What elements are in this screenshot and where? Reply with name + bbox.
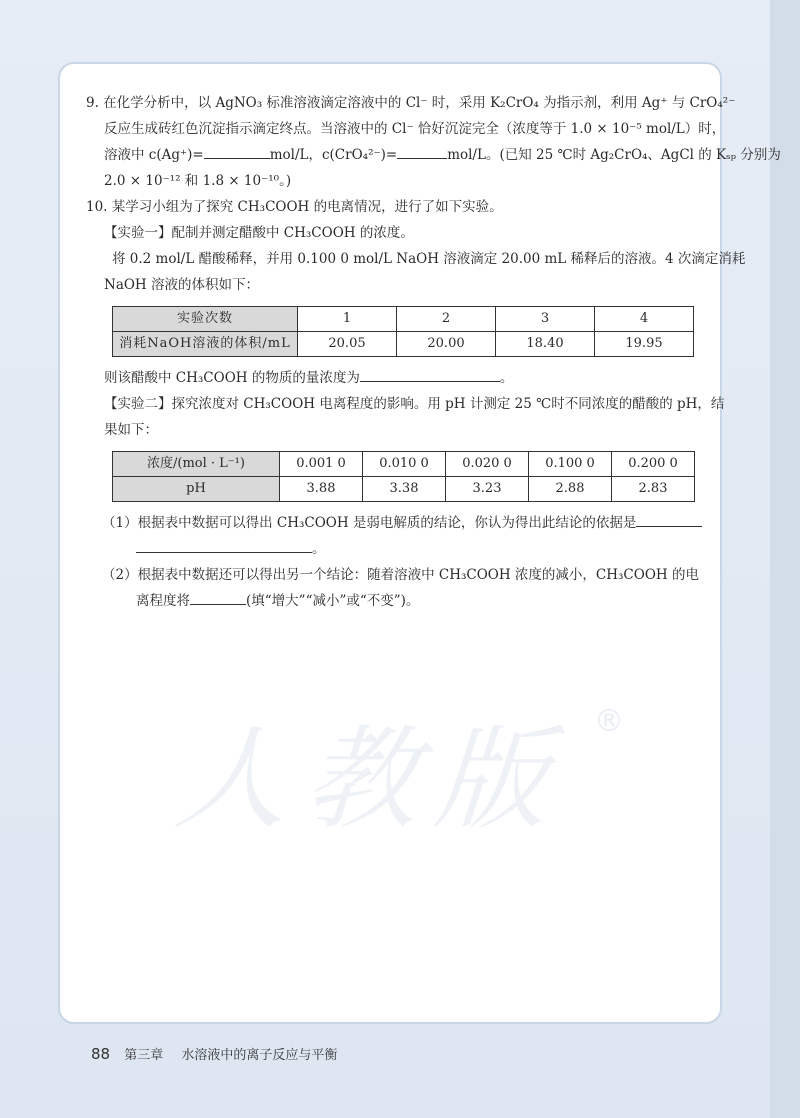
- table-cell: 2: [397, 307, 496, 332]
- table-cell: 0.200 0: [612, 452, 695, 477]
- table-header-label: 实验次数: [113, 307, 298, 332]
- sub-question-2-line-1: （2）根据表中数据还可以得出另一个结论：随着溶液中 CH₃COOH 浓度的减小，CH₃COOH 的电: [102, 567, 699, 583]
- table-cell: 0.100 0: [529, 452, 612, 477]
- q9-line-4: 2.0 × 10⁻¹² 和 1.8 × 10⁻¹⁰。): [104, 173, 292, 189]
- experiment-2-line-2: 果如下：: [104, 422, 158, 438]
- table-cell: 20.05: [298, 332, 397, 357]
- table-cell: 4: [595, 307, 694, 332]
- table-row: [113, 332, 694, 357]
- sub-question-2-text-b: (填“增大”“减小”或“不变”)。: [246, 593, 420, 609]
- sub-question-2: [86, 562, 702, 614]
- table-cell: 2.83: [612, 477, 695, 502]
- experiment-1-line-2: NaOH 溶液的体积如下：: [104, 277, 259, 293]
- table-row: [113, 477, 695, 502]
- experiment-2-line-1: 【实验二】探究浓度对 CH₃COOH 电离程度的影响。用 pH 计测定 25 ℃时不同浓度的醋酸的 pH，结: [104, 396, 725, 412]
- answer-blank-concentration[interactable]: [360, 367, 500, 382]
- question-10: [86, 194, 746, 614]
- table-cell: 2.88: [529, 477, 612, 502]
- table-cell: 20.00: [397, 332, 496, 357]
- page-number: 88: [91, 1045, 111, 1063]
- table-cell: 18.40: [496, 332, 595, 357]
- sub-question-1-line: [102, 510, 702, 536]
- sub-question-2-line-2: [102, 588, 702, 614]
- table-cell: 3.38: [363, 477, 446, 502]
- answer-blank-cro4[interactable]: [397, 144, 447, 159]
- sub-question-1-end: 。: [312, 541, 326, 557]
- page-footer: [91, 1044, 337, 1063]
- table-cell: 0.020 0: [446, 452, 529, 477]
- table-row-label: 消耗NaOH溶液的体积/mL: [113, 332, 298, 357]
- table-cell: 0.001 0: [280, 452, 363, 477]
- experiment-1-question-text: 则该醋酸中 CH₃COOH 的物质的量浓度为: [104, 370, 360, 386]
- table-row: [113, 452, 695, 477]
- table-cell: 19.95: [595, 332, 694, 357]
- sub-question-2-text-a: 离程度将: [136, 593, 190, 609]
- page-edge: [770, 0, 800, 1118]
- answer-blank-basis-1[interactable]: [636, 512, 702, 527]
- q9-line-3-part-c: mol/L。(已知 25 ℃时 Ag₂CrO₄、AgCl 的 Kₛₚ 分别为: [447, 147, 781, 163]
- experiment-1-question-end: 。: [499, 370, 514, 386]
- q9-line-3-part-b: mol/L，c(CrO₄²⁻)=: [269, 147, 398, 163]
- q9-line-3: [86, 142, 781, 168]
- experiment-1-line-1: 将 0.2 mol/L 醋酸稀释，并用 0.100 0 mol/L NaOH 溶液滴定 20.00 mL 稀释后的溶液。4 次滴定消耗: [112, 251, 746, 267]
- table-cell: 1: [298, 307, 397, 332]
- registered-mark-icon: ®: [594, 704, 624, 739]
- answer-blank-basis-2[interactable]: [136, 538, 312, 553]
- table-cell: 0.010 0: [363, 452, 446, 477]
- answer-blank-ionization[interactable]: [190, 590, 246, 605]
- q9-line-2: 反应生成砖红色沉淀指示滴定终点。当溶液中的 Cl⁻ 恰好沉淀完全（浓度等于 1.0 × 10⁻⁵ mol/L）时，: [104, 121, 726, 137]
- table-header-label: 浓度/(mol · L⁻¹): [113, 452, 280, 477]
- question-9: [86, 90, 781, 194]
- q9-line-3-part-a: 溶液中 c(Ag⁺)=: [104, 147, 204, 163]
- table-row: [113, 307, 694, 332]
- table-cell: 3.88: [280, 477, 363, 502]
- table-row-label: pH: [113, 477, 280, 502]
- sub-question-1: [86, 510, 702, 562]
- experiment-1-title: 【实验一】配制并测定醋酸中 CH₃COOH 的浓度。: [104, 225, 414, 241]
- ph-concentration-table: [112, 451, 695, 502]
- titration-volume-table: [112, 306, 694, 357]
- table-cell: 3: [496, 307, 595, 332]
- chapter-title: 水溶液中的离子反应与平衡: [181, 1048, 338, 1063]
- sub-question-1-continuation: [102, 536, 702, 562]
- sub-question-1-text: （1）根据表中数据可以得出 CH₃COOH 是弱电解质的结论，你认为得出此结论的依据是: [102, 515, 637, 531]
- q10-intro: 10. 某学习小组为了探究 CH₃COOH 的电离情况，进行了如下实验。: [86, 199, 503, 215]
- answer-blank-ag[interactable]: [204, 144, 270, 159]
- chapter-label: 第三章: [124, 1048, 164, 1063]
- table-cell: 3.23: [446, 477, 529, 502]
- publisher-watermark: 人教版: [164, 715, 597, 845]
- experiment-1-question: [86, 365, 702, 391]
- question-content: [86, 90, 781, 614]
- q9-line-1: 9. 在化学分析中，以 AgNO₃ 标准溶液滴定溶液中的 Cl⁻ 时，采用 K₂CrO₄ 为指示剂，利用 Ag⁺ 与 CrO₄²⁻: [86, 95, 736, 111]
